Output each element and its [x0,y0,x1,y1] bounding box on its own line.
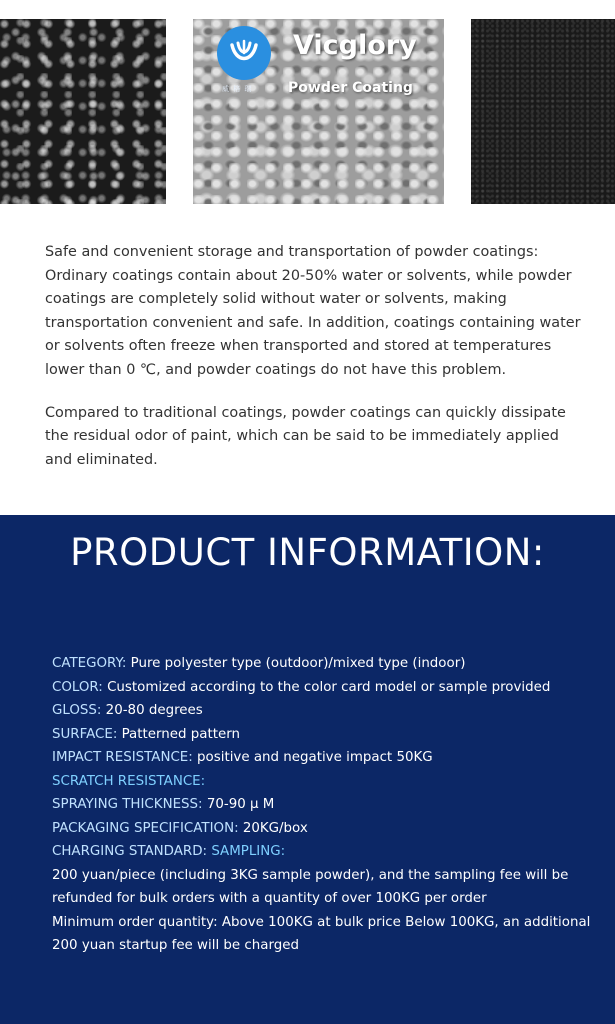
spec-category [52,652,597,676]
product-info-title: PRODUCT INFORMATION: [70,531,545,574]
spec-label: SCRATCH RESISTANCE: [52,773,206,789]
spec-list [52,652,597,958]
brand-tagline: Powder Coating [288,80,413,96]
sand-texture-swatch-image [471,19,615,204]
spec-impact-resistance [52,746,597,770]
spec-label: COLOR: [52,679,103,695]
spec-value: Customized according to the color card model or sample provided [102,679,551,695]
spec-scratch-resistance [52,770,597,794]
description-paragraph: Safe and convenient storage and transportation of powder coatings: Ordinary coatings contain about 20-50% water or solvents, while powder coatings are completely solid without water or solvents, making transportation convenient and safe. In addition, coatings containing water or solvents often freeze when transported and stored at temperatures lower than 0 ℃, and powder coatings do not have this problem. [45,244,581,378]
spec-label: IMPACT RESISTANCE: [52,750,193,765]
spec-gloss [52,699,597,723]
description-section [45,241,585,491]
spec-value: Patterned pattern [117,726,240,742]
sampling-note: 200 yuan/piece (including 3KG sample powder), and the sampling fee will be refunded for bulk orders with a quantity of over 100KG per order [52,867,569,906]
logo-subtext: 威 格 瑞 [222,85,253,93]
spec-label: CATEGORY: [52,656,127,671]
vicglory-logo-icon [217,26,271,80]
spec-label: SPRAYING THICKNESS: [52,797,203,812]
description-paragraph: Compared to traditional coatings, powder coatings can quickly dissipate the residual odor of paint, which can be said to be immediately applied and eliminated. [45,404,566,468]
spec-surface [52,723,597,747]
spec-value: positive and negative impact 50KG [192,750,433,765]
spec-value: Pure polyester type (outdoor)/mixed type (indoor) [126,656,466,671]
spec-label: GLOSS: [52,703,102,718]
spec-label: PACKAGING SPECIFICATION: [52,820,239,836]
spec-label: SURFACE: [52,726,118,742]
spec-spraying-thickness [52,793,597,817]
spec-value: 70-90 μ M [202,797,275,812]
spec-label: CHARGING STANDARD: [52,844,208,859]
hammertone-swatch-image [0,19,166,204]
product-photo-strip [0,0,615,220]
spec-value: 20-80 degrees [101,703,203,718]
brand-name: Vicglory [293,30,417,61]
spec-color [52,676,597,700]
spec-packaging [52,817,597,841]
sampling-label: SAMPLING: [211,844,286,859]
spec-value: 20KG/box [238,820,308,836]
spec-charging-standard [52,840,597,864]
minimum-order-note: Minimum order quantity: Above 100KG at bulk price Below 100KG, an additional 200 yuan startup fee will be charged [52,914,591,953]
